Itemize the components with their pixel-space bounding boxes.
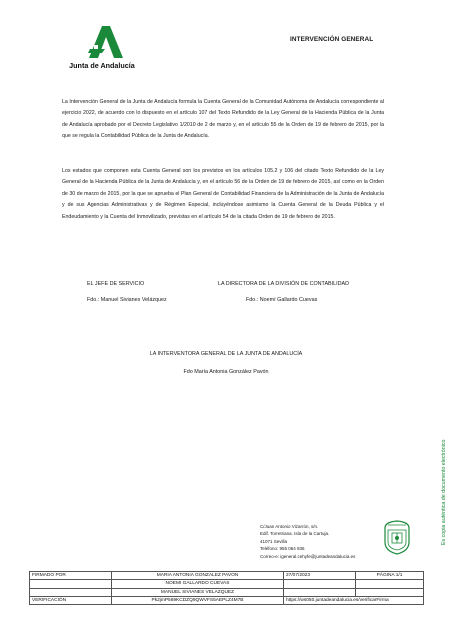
signer-3: MANUEL SIVIANES VELAZQUEZ	[112, 588, 284, 596]
org-name: Junta de Andalucía	[69, 61, 135, 70]
junta-logo-icon	[81, 26, 123, 58]
signer-2: NOEMI GALLARDO CUEVAS	[112, 580, 284, 588]
address-email: Correo-e: igeneral.cehyfe@juntadeandalucia.es	[260, 553, 356, 559]
page-number: PÁGINA 1/1	[356, 572, 424, 580]
right-signer-name: Fdo.: Noemí Gallardo Cuevas	[246, 297, 318, 303]
right-signer-title: LA DIRECTORA DE LA DIVISIÓN DE CONTABILIDAD	[218, 281, 350, 287]
table-row	[30, 596, 424, 604]
left-signer-name: Fdo.: Manuel Sivianes Velázquez	[87, 297, 167, 303]
section-title: INTERVENCIÓN GENERAL	[290, 36, 374, 43]
verification-code: Pk2jmP569KCDZQ9QWVFS5AEPLZ4M7B	[112, 596, 284, 604]
authentic-copy-note: Es copia auténtica de documento electrónico	[441, 439, 447, 545]
table-row	[30, 580, 424, 588]
address-line: C/Juan Antonio Vizarrón, s/n.	[260, 524, 319, 529]
paragraph-2: Los estados que componen esta Cuenta General son los previstos en los artículos 105.2 y 106 del citado Texto Refundido de la Ley General de la Hacienda Pública de la Junta de Andalucía y, en el artículo 56 de la Orden de 19 de febrero de 2015, así como en la Orden de 30 de marzo de 2015, por la que se aprueba el Plan General de Contabilidad Financiera de la Administración de la Junta de Andalucía y de sus Agencias Administrativas y de Régimen Especial, incluyéndose asimismo la Cuenta General de la Deuda Pública y el Endeudamiento y la Cuenta del Inmovilizado, previstas en el artículo 54 de la citada Orden de 19 de febrero de 2015.	[62, 168, 384, 220]
address-block	[260, 523, 355, 560]
verification-label: VERIFICACIÓN	[30, 596, 112, 604]
signature-footer-table	[29, 571, 424, 605]
address-line: 41071 Sevilla	[260, 538, 288, 544]
address-line: Teléfono: 955 064 936	[260, 546, 305, 552]
table-row	[30, 588, 424, 596]
center-signer-title: LA INTERVENTORA GENERAL DE LA JUNTA DE ANDALUCÍA	[149, 351, 303, 357]
address-line: Edif. Torretriana. Isla de la Cartuja.	[260, 531, 330, 537]
table-row	[30, 572, 424, 580]
left-signer-title: EL JEFE DE SERVICIO	[87, 281, 145, 287]
junta-de-andalucia-logo	[62, 26, 142, 72]
signer-1: MARIA ANTONIA GONZALEZ PAVON	[112, 572, 284, 580]
paragraph-1: La Intervención General de la Junta de Andalucía formula la Cuenta General de la Comunidad Autónoma de Andalucía correspondiente al ejercicio 2022, de acuerdo con lo dispuesto en el artículo 107 del Texto Refundido de la Ley General de la Hacienda Pública de la Junta de Andalucía aprobado por el Decreto Legislativo 1/2010 de 2 de marzo y, en el artículo 55 de la Orden de 19 de febrero de 2015, por la que se regula la Contabilidad Pública de la Junta de Andalucía.	[62, 99, 384, 140]
verification-url[interactable]: https://ws050.juntadeandalucia.es/verificarFirma	[284, 596, 424, 604]
signature-date: 27/07/2023	[284, 572, 356, 580]
andalucia-emblem-icon	[382, 518, 412, 556]
signed-by-label: FIRMADO POR	[30, 572, 112, 580]
center-signer-name: Fdo María Antonia González Pavón	[183, 369, 269, 375]
